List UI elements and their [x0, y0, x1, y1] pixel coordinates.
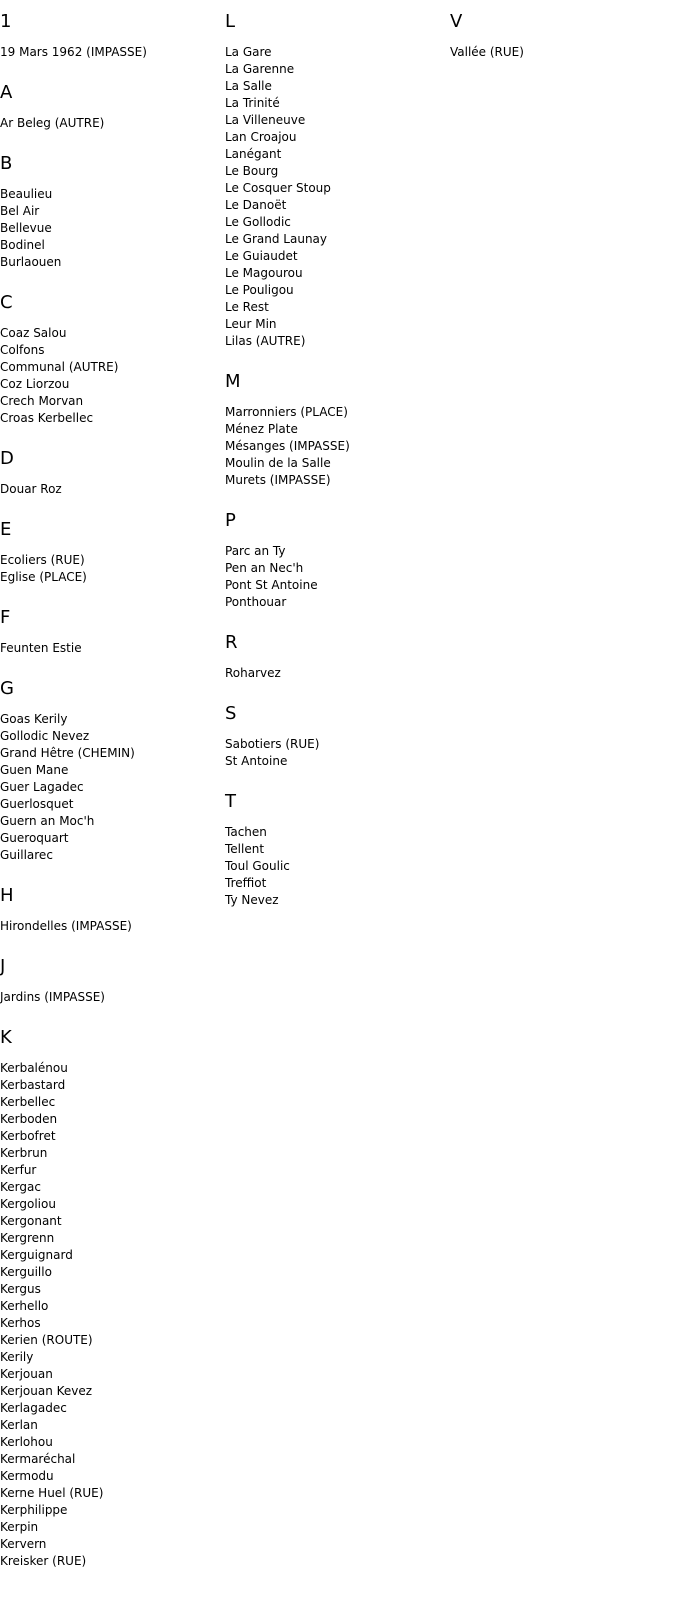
street-list	[0, 552, 210, 586]
letter-heading: 1	[0, 11, 12, 32]
letter-heading: S	[225, 703, 237, 724]
street-link[interactable]: Lilas (AUTRE)	[225, 334, 306, 348]
street-link[interactable]: Kerjouan	[0, 1367, 53, 1381]
street-link[interactable]: Bel Air	[0, 204, 40, 218]
letter-heading: C	[0, 292, 13, 313]
street-link[interactable]: Kerne Huel (RUE)	[0, 1486, 104, 1500]
street-link[interactable]: Kreisker (RUE)	[0, 1554, 87, 1568]
letter-group-1	[0, 8, 210, 61]
street-link[interactable]: Leur Min	[225, 317, 277, 331]
street-link[interactable]: Le Bourg	[225, 164, 279, 178]
street-link[interactable]: Crech Morvan	[0, 394, 84, 408]
letter-heading: G	[0, 678, 14, 699]
street-link[interactable]: Kerbastard	[0, 1078, 66, 1092]
street-link[interactable]: Douar Roz	[0, 482, 62, 496]
letter-group-c	[0, 289, 210, 427]
column-3	[450, 8, 660, 79]
street-list	[0, 640, 210, 657]
street-link[interactable]: Kerfur	[0, 1163, 37, 1177]
letter-heading: R	[225, 632, 238, 653]
street-link[interactable]: Kergrenn	[0, 1231, 55, 1245]
street-list	[0, 44, 210, 61]
street-link[interactable]: Tellent	[225, 842, 265, 856]
street-link[interactable]: Kerbalénou	[0, 1061, 68, 1075]
letter-group-b	[0, 150, 210, 271]
street-link[interactable]: 19 Mars 1962 (IMPASSE)	[0, 45, 147, 59]
street-link[interactable]: Le Gollodic	[225, 215, 291, 229]
street-link[interactable]: Ponthouar	[225, 595, 287, 609]
street-link[interactable]: Kerbrun	[0, 1146, 48, 1160]
street-link[interactable]: Ar Beleg (AUTRE)	[0, 116, 105, 130]
street-link[interactable]: Sabotiers (RUE)	[225, 737, 320, 751]
letter-heading: L	[225, 11, 236, 32]
letter-group-l	[225, 8, 435, 350]
street-link[interactable]: Guillarec	[0, 848, 53, 862]
letter-heading: A	[0, 82, 13, 103]
street-link[interactable]: Kergoliou	[0, 1197, 56, 1211]
street-link[interactable]: Kerlagadec	[0, 1401, 67, 1415]
letter-group-e	[0, 516, 210, 586]
street-list	[0, 325, 210, 427]
street-link[interactable]: Kerhos	[0, 1316, 41, 1330]
street-list	[225, 824, 435, 909]
letter-heading: V	[450, 11, 463, 32]
street-link[interactable]: Lan Croajou	[225, 130, 297, 144]
letter-heading: F	[0, 607, 11, 628]
street-link[interactable]: Ecoliers (RUE)	[0, 553, 85, 567]
street-link[interactable]: Burlaouen	[0, 255, 62, 269]
street-link[interactable]: Treffiot	[225, 876, 267, 890]
street-link[interactable]: Goas Kerily	[0, 712, 68, 726]
street-link[interactable]: Kerguillo	[0, 1265, 52, 1279]
street-list	[225, 736, 435, 770]
street-link[interactable]: Kerhello	[0, 1299, 49, 1313]
letter-group-r	[225, 629, 435, 682]
street-link[interactable]: Kerien (ROUTE)	[0, 1333, 93, 1347]
letter-group-f	[0, 604, 210, 657]
street-link[interactable]: Bodinel	[0, 238, 45, 252]
street-link[interactable]: Beaulieu	[0, 187, 53, 201]
street-link[interactable]: Kerphilippe	[0, 1503, 68, 1517]
street-link[interactable]: Kergus	[0, 1282, 41, 1296]
street-link[interactable]: Guer Lagadec	[0, 780, 84, 794]
column-1	[0, 8, 210, 1588]
letter-heading: K	[0, 1027, 12, 1048]
street-link[interactable]: Kerboden	[0, 1112, 58, 1126]
street-link[interactable]: Kergonant	[0, 1214, 62, 1228]
street-link[interactable]: Kermaréchal	[0, 1452, 76, 1466]
street-link[interactable]: La Gare	[225, 45, 272, 59]
street-link[interactable]: Guerlosquet	[0, 797, 74, 811]
street-link[interactable]: Communal (AUTRE)	[0, 360, 119, 374]
street-link[interactable]: Le Rest	[225, 300, 269, 314]
street-list	[225, 665, 435, 682]
street-link[interactable]: Hirondelles (IMPASSE)	[0, 919, 132, 933]
street-link[interactable]: Toul Goulic	[225, 859, 290, 873]
street-list	[225, 44, 435, 350]
street-link[interactable]: Kermodu	[0, 1469, 54, 1483]
street-link[interactable]: Lanégant	[225, 147, 282, 161]
street-link[interactable]: Feunten Estie	[0, 641, 82, 655]
letter-heading: E	[0, 519, 12, 540]
street-link[interactable]: Le Danoët	[225, 198, 287, 212]
street-list	[0, 1060, 210, 1570]
street-link[interactable]: Le Magourou	[225, 266, 303, 280]
letter-group-d	[0, 445, 210, 498]
street-link[interactable]: Le Grand Launay	[225, 232, 327, 246]
letter-group-g	[0, 675, 210, 864]
street-link[interactable]: Colfons	[0, 343, 45, 357]
letter-group-h	[0, 882, 210, 935]
column-2	[225, 8, 435, 927]
street-list	[450, 44, 660, 61]
street-link[interactable]: Bellevue	[0, 221, 52, 235]
street-link[interactable]: Kerlan	[0, 1418, 38, 1432]
street-link[interactable]: Ty Nevez	[225, 893, 279, 907]
street-list	[225, 543, 435, 611]
street-link[interactable]: Kergac	[0, 1180, 41, 1194]
letter-group-s	[225, 700, 435, 770]
street-link[interactable]: Croas Kerbellec	[0, 411, 94, 425]
street-link[interactable]: Pont St Antoine	[225, 578, 318, 592]
letter-group-v	[450, 8, 660, 61]
street-link[interactable]: La Trinité	[225, 96, 280, 110]
street-link[interactable]: Kerily	[0, 1350, 34, 1364]
street-link[interactable]: Coaz Salou	[0, 326, 67, 340]
street-link[interactable]: Murets (IMPASSE)	[225, 473, 331, 487]
street-link[interactable]: St Antoine	[225, 754, 288, 768]
letter-heading: B	[0, 153, 13, 174]
letter-heading: H	[0, 885, 14, 906]
street-link[interactable]: Kerpin	[0, 1520, 39, 1534]
street-link[interactable]: Roharvez	[225, 666, 281, 680]
letter-heading: M	[225, 371, 241, 392]
letter-group-t	[225, 788, 435, 909]
letter-group-p	[225, 507, 435, 611]
street-link[interactable]: Le Cosquer Stoup	[225, 181, 331, 195]
street-link[interactable]: Guern an Moc'h	[0, 814, 95, 828]
street-link[interactable]: Kerlohou	[0, 1435, 53, 1449]
street-link[interactable]: La Garenne	[225, 62, 295, 76]
street-link[interactable]: Kerbofret	[0, 1129, 56, 1143]
street-list	[0, 711, 210, 864]
street-list	[0, 481, 210, 498]
letter-heading: J	[0, 956, 6, 977]
street-link[interactable]: Mésanges (IMPASSE)	[225, 439, 350, 453]
street-link[interactable]: Le Guiaudet	[225, 249, 298, 263]
street-link[interactable]: Parc an Ty	[225, 544, 286, 558]
street-link[interactable]: Vallée (RUE)	[450, 45, 524, 59]
street-list	[0, 918, 210, 935]
street-link[interactable]: Ménez Plate	[225, 422, 298, 436]
street-link[interactable]: Jardins (IMPASSE)	[0, 990, 105, 1004]
letter-group-a	[0, 79, 210, 132]
street-list	[0, 115, 210, 132]
letter-group-k	[0, 1024, 210, 1570]
street-list	[0, 989, 210, 1006]
letter-heading: P	[225, 510, 236, 531]
street-link[interactable]: Coz Liorzou	[0, 377, 70, 391]
street-link[interactable]: Gollodic Nevez	[0, 729, 90, 743]
street-link[interactable]: Guen Mane	[0, 763, 69, 777]
street-list	[225, 404, 435, 489]
street-link[interactable]: Le Pouligou	[225, 283, 294, 297]
street-link[interactable]: Gueroquart	[0, 831, 69, 845]
letter-group-m	[225, 368, 435, 489]
letter-heading: T	[225, 791, 236, 812]
street-link[interactable]: Kerguignard	[0, 1248, 73, 1262]
street-link[interactable]: Kervern	[0, 1537, 47, 1551]
street-link[interactable]: Kerjouan Kevez	[0, 1384, 93, 1398]
street-link[interactable]: Marronniers (PLACE)	[225, 405, 348, 419]
street-link[interactable]: Pen an Nec'h	[225, 561, 304, 575]
street-link[interactable]: Eglise (PLACE)	[0, 570, 87, 584]
street-link[interactable]: La Salle	[225, 79, 272, 93]
street-link[interactable]: La Villeneuve	[225, 113, 306, 127]
street-link[interactable]: Tachen	[225, 825, 267, 839]
street-link[interactable]: Grand Hêtre (CHEMIN)	[0, 746, 135, 760]
street-list	[0, 186, 210, 271]
street-link[interactable]: Kerbellec	[0, 1095, 56, 1109]
letter-group-j	[0, 953, 210, 1006]
letter-heading: D	[0, 448, 14, 469]
street-link[interactable]: Moulin de la Salle	[225, 456, 331, 470]
